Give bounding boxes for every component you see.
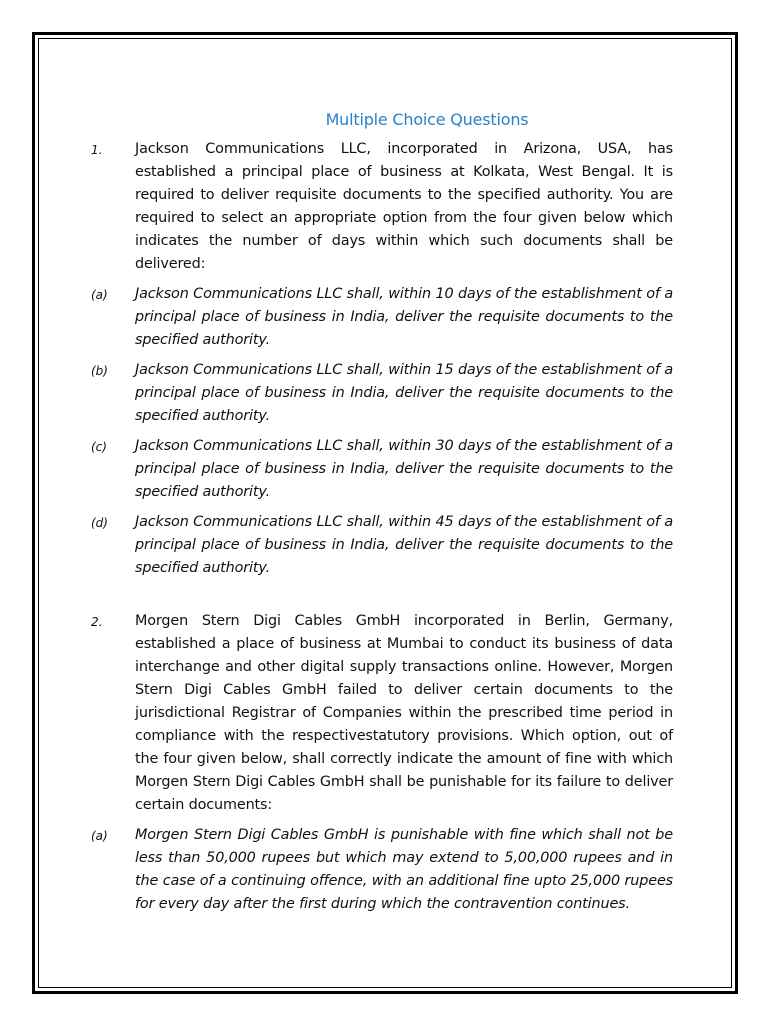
question-2: [91, 610, 673, 817]
question-1-option-c: [91, 435, 673, 504]
document-title: Multiple Choice Questions: [325, 110, 529, 129]
question-number: 1.: [91, 143, 103, 157]
option-text: Jackson Communications LLC shall, within 10 days of the establishment of a principal place of business in India, deliver the requisite documents to the specified authority.: [135, 286, 673, 348]
option-label: (b): [91, 364, 108, 378]
option-label: (d): [91, 516, 108, 530]
option-label: (c): [91, 440, 107, 454]
question-2-option-a: [91, 824, 673, 916]
option-text: Jackson Communications LLC shall, within 30 days of the establishment of a principal place of business in India, deliver the requisite documents to the specified authority.: [135, 438, 673, 500]
question-1: [91, 138, 673, 276]
question-text: Jackson Communications LLC, incorporated in Arizona, USA, has established a principal place of business at Kolkata, West Bengal. It is required to deliver requisite documents to the specified authority. You are required to select an appropriate option from the four given below which indicates the number of days within which such documents shall be delivered:: [135, 141, 673, 272]
option-text: Jackson Communications LLC shall, within 15 days of the establishment of a principal place of business in India, deliver the requisite documents to the specified authority.: [135, 362, 673, 424]
question-text: Morgen Stern Digi Cables GmbH incorporated in Berlin, Germany, established a place of business at Mumbai to conduct its business of data interchange and other digital supply transactions online. However, Morgen Stern Digi Cables GmbH failed to deliver certain documents to the jurisdictional Registrar of Companies within the prescribed time period in compliance with the respectivestatutory provisions. Which option, out of the four given below, shall correctly indicate the amount of fine with which Morgen Stern Digi Cables GmbH shall be punishable for its failure to deliver certain documents:: [135, 613, 673, 813]
option-label: (a): [91, 288, 108, 302]
option-text: Morgen Stern Digi Cables GmbH is punishable with fine which shall not be less than 50,000 rupees but which may extend to 5,00,000 rupees and in the case of a continuing offence, with an additional fine upto 25,000 rupees for every day after the first during which the contravention continues.: [135, 827, 673, 912]
question-number: 2.: [91, 615, 103, 629]
document-content: [91, 108, 673, 916]
question-1-option-b: [91, 359, 673, 428]
option-label: (a): [91, 829, 108, 843]
question-1-option-a: [91, 283, 673, 352]
option-text: Jackson Communications LLC shall, within 45 days of the establishment of a principal place of business in India, deliver the requisite documents to the specified authority.: [135, 514, 673, 576]
question-1-option-d: [91, 511, 673, 580]
